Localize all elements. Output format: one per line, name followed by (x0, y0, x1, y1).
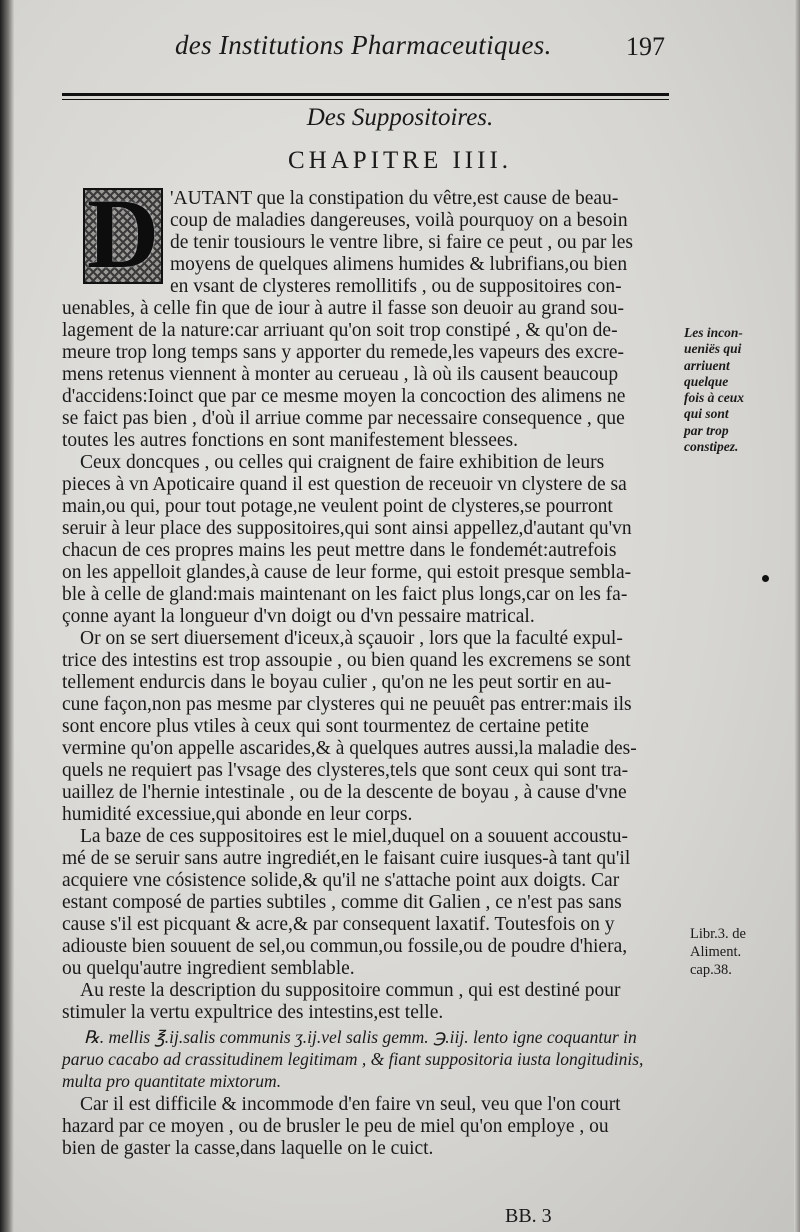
text-line: cune façon,non pas mesme par clysteres qui ne peuuêt pas entrer:mais ils (62, 694, 632, 715)
page-edge (794, 0, 800, 1232)
text-line: chacun de ces propres mains les peut mettre dans le fondemét:autrefois (62, 540, 617, 561)
margin-note-line: arriuent (684, 357, 730, 373)
text-line: cause s'il est picquant & acre,& par consequent laxatif. Toutesfois on y (62, 914, 615, 935)
signature-mark: BB. 3 (505, 1205, 552, 1227)
margin-note-line: qui sont (684, 406, 729, 422)
text-line: 'AUTANT que la constipation du vêtre,est cause de beau- (170, 188, 619, 209)
text-line: adiouste bien souuent de sel,ou commun,ou fossile,ou de poudre d'hiera, (62, 936, 628, 957)
margin-note-line: Les incon- (684, 325, 743, 340)
header-rule-thick (62, 93, 669, 96)
text-line: pieces à vn Apoticaire quand il est question de receuoir vn clystere de sa (62, 474, 627, 495)
recipe-line: multa pro quantitate mixtorum. (62, 1071, 282, 1091)
drop-cap-letter: D (86, 188, 160, 284)
text-line: bien de gaster la casse,dans laquelle on le cuict. (62, 1138, 434, 1159)
margin-ref-line: Aliment. (690, 944, 742, 960)
text-line: main,ou qui, pour tout potage,ne veulent point de clysteres,se pourront (62, 496, 613, 517)
binding-gutter (0, 0, 14, 1232)
margin-note-line: fois à ceux (684, 390, 744, 406)
text-line: se faict pas bien , d'où il arriue comme par necessaire consequence , que (62, 408, 625, 429)
text-line: moyens de quelques alimens humides & lubrifians,ou bien (170, 254, 628, 275)
text-line: sont encore plus vtiles à ceux qui sont tourmentez de certaine petite (62, 716, 589, 737)
running-head: des Institutions Pharmaceutiques. (175, 30, 552, 60)
text-line: çonne ayant la longueur d'vn doigt ou d'vn pessaire matrical. (62, 606, 535, 627)
text-line: uenables, à celle fin que de iour à autre il fasse son deuoir au grand sou- (62, 298, 625, 319)
margin-note-line: constipez. (684, 439, 739, 455)
text-line: quels ne requiert pas l'vsage des clysteres,tels que sont ceux qui sont tra- (62, 760, 629, 781)
text-line: tellement endurcis dans le boyau culier , qu'on ne les peut sortir en au- (62, 672, 612, 693)
margin-ref-line: Libr.3. de (690, 926, 746, 942)
text-line: coup de maladies dangereuses, voilà pourquoy on a besoin (170, 210, 628, 231)
text-line: on les appelloit glandes,à cause de leur forme, qui estoit presque sembla- (62, 562, 632, 583)
page-number: 197 (626, 32, 665, 61)
text-line: estant composé de parties subtiles , comme dit Galien , ce n'est pas sans (62, 892, 622, 913)
text-line: mé de se seruir sans autre ingrediét,en le faisant cuire iusques-à tant qu'il (62, 848, 631, 869)
margin-note-inconvenients (684, 325, 796, 455)
text-line: stimuler la vertu expultrice des intestins,est telle. (62, 1002, 444, 1023)
margin-note-line: quelque (684, 373, 729, 389)
text-line: uaillez de l'hernie intestinale , ou de la descente de boyau , à cause d'vne (62, 782, 627, 803)
text-line: meure trop long temps sans y apporter du remede,les vapeurs des excre- (62, 342, 625, 363)
recipe-line: ℞. mellis ℥.ij.salis communis ʒ.ij.vel salis gemm. ℈.iij. lento igne coquantur in (84, 1027, 637, 1047)
text-line: humidité excessiue,qui abonde en leur corps. (62, 804, 413, 825)
text-line: mens retenus viennent à monter au cerueau , là où ils causent beaucoup (62, 364, 619, 385)
text-line: ou quelqu'autre ingredient semblable. (62, 958, 355, 979)
margin-ref-line: cap.38. (690, 962, 732, 978)
header-rule-thin (62, 99, 669, 100)
text-line: en vsant de clysteres remollitifs , ou de suppositoires con- (170, 276, 622, 297)
text-line: La baze de ces suppositoires est le miel,duquel on a souuent accoustu- (80, 826, 628, 847)
text-line: d'accidens:Ioinct que par ce mesme moyen la concoction des alimens ne (62, 386, 626, 407)
text-line: ble à celle de gland:mais maintenant on les faict plus longs,car on les fa- (62, 584, 628, 605)
text-line: trice des intestins est trop assoupie , ou bien quand les excremens se sont (62, 650, 631, 671)
text-line: acquiere vne cósistence solide,& qu'il ne s'attache point aux doigts. Car (62, 870, 620, 891)
text-line: Or on se sert diuersement d'iceux,à sçauoir , lors que la faculté expul- (80, 628, 623, 649)
margin-note-line: par trop (684, 422, 729, 438)
chapter-title: CHAPITRE IIII. (287, 147, 513, 174)
recipe-line: paruo cacabo ad crassitudinem legitimam , & fiant suppositoria iusta longitudinis, (62, 1049, 644, 1069)
margin-reference-galien (690, 925, 795, 979)
ink-spot (762, 575, 769, 582)
text-line: toutes les autres fonctions en sont manifestement blessees. (62, 430, 518, 451)
text-line: Ceux doncques , ou celles qui craignent de faire exhibition de leurs (80, 452, 605, 473)
section-title: Des Suppositoires. (306, 104, 494, 131)
text-line: vermine qu'on appelle ascarides,& à quelques autres aussi,la maladie des- (62, 738, 637, 759)
text-line: hazard par ce moyen , ou de brusler le peu de miel qu'on employe , ou (62, 1116, 609, 1137)
margin-note-line: ueniës qui (684, 341, 742, 357)
text-line: Au reste la description du suppositoire commun , qui est destiné pour (80, 980, 621, 1001)
text-line: de tenir tousiours le ventre libre, si faire ce peut , ou par les (170, 232, 633, 253)
text-line: lagement de la nature:car arriuant qu'on soit trop constipé , & qu'on de- (62, 320, 618, 341)
text-line: seruir à leur place des suppositoires,qui sont ainsi appellez,d'autant qu'vn (62, 518, 632, 539)
ornamental-drop-cap (83, 188, 163, 284)
text-line: Car il est difficile & incommode d'en faire vn seul, veu que l'on court (80, 1094, 621, 1115)
